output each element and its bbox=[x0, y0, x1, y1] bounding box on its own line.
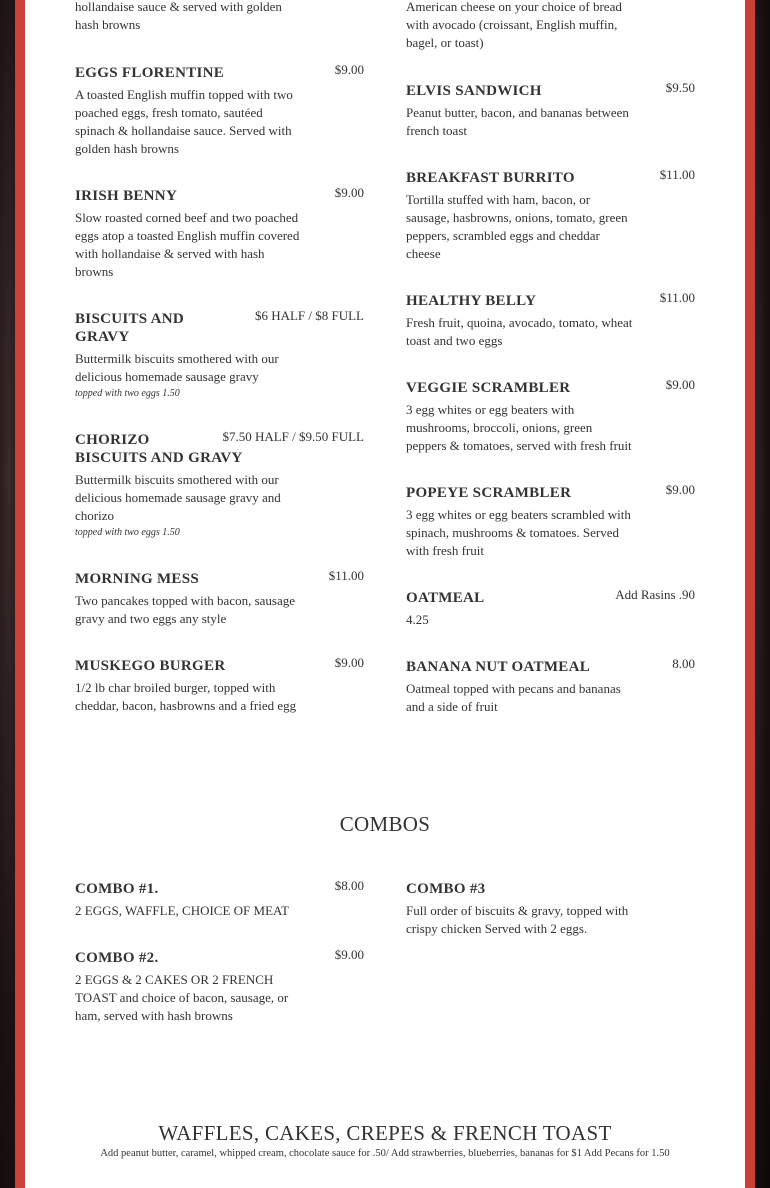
item-description bbox=[406, 611, 429, 629]
item-price: $11.00 bbox=[659, 290, 695, 305]
desc-line: crispy chicken Served with 2 eggs. bbox=[406, 921, 588, 936]
item-name: MORNING MESS bbox=[75, 571, 200, 587]
partial-desc-right bbox=[406, 0, 622, 52]
menu-item-breakfast-burrito bbox=[406, 169, 695, 269]
desc-line: sausage, hasbrowns, onions, tomato, green bbox=[406, 210, 628, 225]
item-description bbox=[75, 471, 281, 525]
desc-line: chorizo bbox=[75, 508, 114, 523]
item-price: $8.00 bbox=[334, 878, 364, 893]
desc-line: Buttermilk biscuits smothered with our bbox=[75, 472, 279, 487]
menu-item-veggie-scrambler bbox=[406, 379, 695, 459]
item-name: BREAKFAST BURRITO bbox=[406, 170, 575, 186]
item-description bbox=[75, 86, 293, 158]
item-price: $9.00 bbox=[334, 947, 364, 962]
item-description bbox=[406, 680, 621, 716]
item-price: 8.00 bbox=[672, 656, 695, 671]
item-price: $9.00 bbox=[334, 185, 364, 200]
item-description bbox=[406, 401, 632, 455]
item-name: HEALTHY BELLY bbox=[406, 293, 537, 309]
desc-line: poached eggs, fresh tomato, sautéed bbox=[75, 105, 263, 120]
item-price: $6 HALF / $8 FULL bbox=[254, 308, 364, 323]
item-price: $9.00 bbox=[334, 62, 364, 77]
item-description bbox=[406, 191, 628, 263]
desc-line: toast and two eggs bbox=[406, 333, 503, 348]
desc-line: delicious homemade sausage gravy bbox=[75, 369, 259, 384]
desc-line: mushrooms, broccoli, onions, green bbox=[406, 420, 593, 435]
desc-line: Oatmeal topped with pecans and bananas bbox=[406, 681, 621, 696]
item-description bbox=[406, 506, 631, 560]
desc-line: 2 EGGS & 2 CAKES OR 2 FRENCH bbox=[75, 972, 274, 987]
desc-line: bagel, or toast) bbox=[406, 35, 484, 50]
menu-item-chorizo-biscuits-and-gravy bbox=[75, 431, 364, 551]
desc-line: Tortilla stuffed with ham, bacon, or bbox=[406, 192, 591, 207]
section-note-waffles: Add peanut butter, caramel, whipped cream, chocolate sauce for .50/ Add strawberries, blueberries, bananas for $1 Add Pecans for 1.50 bbox=[100, 1148, 670, 1159]
name-line: BISCUITS AND bbox=[75, 311, 185, 327]
desc-line: ham, served with hash browns bbox=[75, 1008, 233, 1023]
desc-line: 1/2 lb char broiled burger, topped with bbox=[75, 680, 276, 695]
section-title-combos: COMBOS bbox=[339, 812, 431, 836]
item-name: COMBO #3 bbox=[406, 881, 486, 897]
desc-line: TOAST and choice of bacon, sausage, or bbox=[75, 990, 289, 1005]
desc-line: Slow roasted corned beef and two poached bbox=[75, 210, 299, 225]
item-name: COMBO #1. bbox=[75, 881, 159, 897]
item-price: $11.00 bbox=[328, 568, 364, 583]
desc-line: Fresh fruit, quoina, avocado, tomato, wheat bbox=[406, 315, 633, 330]
item-name: BANANA NUT OATMEAL bbox=[406, 659, 591, 675]
item-price: $11.00 bbox=[659, 167, 695, 182]
item-description bbox=[75, 679, 296, 715]
name-line: GRAVY bbox=[75, 329, 130, 345]
item-name: COMBO #2. bbox=[75, 950, 159, 966]
menu-item-irish-benny bbox=[75, 187, 364, 287]
menu-item-muskego-burger bbox=[75, 657, 364, 717]
desc-line: Two pancakes topped with bacon, sausage bbox=[75, 593, 296, 608]
section-title-waffles: WAFFLES, CAKES, CREPES & FRENCH TOAST bbox=[158, 1121, 612, 1145]
menu-item-combo-2 bbox=[75, 949, 364, 1029]
menu-item-healthy-belly bbox=[406, 292, 695, 352]
desc-line: hash browns bbox=[75, 17, 141, 32]
menu-item-banana-nut-oatmeal bbox=[406, 658, 695, 718]
item-description bbox=[75, 350, 279, 386]
item-description bbox=[406, 902, 628, 938]
menu-item-morning-mess bbox=[75, 570, 364, 630]
desc-line: American cheese on your choice of bread bbox=[406, 0, 622, 14]
item-description bbox=[406, 314, 632, 350]
desc-line: hollandaise sauce & served with golden bbox=[75, 0, 282, 14]
desc-line: gravy and two eggs any style bbox=[75, 611, 227, 626]
menu-item-combo-1 bbox=[75, 880, 364, 924]
item-description bbox=[75, 971, 288, 1025]
name-line: CHORIZO bbox=[75, 432, 150, 448]
item-name: OATMEAL bbox=[406, 590, 485, 606]
desc-line: with fresh fruit bbox=[406, 543, 484, 558]
name-line: BISCUITS AND GRAVY bbox=[75, 450, 243, 466]
item-name bbox=[75, 431, 243, 467]
desc-line: and a side of fruit bbox=[406, 699, 498, 714]
menu-item-elvis-sandwich bbox=[406, 82, 695, 142]
desc-line: cheddar, bacon, hasbrowns and a fried egg bbox=[75, 698, 297, 713]
desc-line: A toasted English muffin topped with two bbox=[75, 87, 293, 102]
item-description bbox=[75, 902, 289, 920]
partial-desc-left bbox=[75, 0, 282, 34]
desc-line: cheese bbox=[406, 246, 441, 261]
desc-line: peppers & tomatoes, served with fresh fruit bbox=[406, 438, 632, 453]
item-price: $9.50 bbox=[665, 80, 695, 95]
item-price: $9.00 bbox=[665, 482, 695, 497]
desc-line: french toast bbox=[406, 123, 468, 138]
desc-line: 2 EGGS, WAFFLE, CHOICE OF MEAT bbox=[75, 903, 289, 918]
item-name: VEGGIE SCRAMBLER bbox=[406, 380, 571, 396]
item-name: ELVIS SANDWICH bbox=[406, 83, 542, 99]
item-description bbox=[75, 209, 299, 281]
desc-line: spinach & hollandaise sauce. Served with bbox=[75, 123, 292, 138]
desc-line: 3 egg whites or egg beaters with bbox=[406, 402, 575, 417]
menu-item-popeye-scrambler bbox=[406, 484, 695, 564]
item-name: MUSKEGO BURGER bbox=[75, 658, 226, 674]
desc-line: peppers, scrambled eggs and cheddar bbox=[406, 228, 600, 243]
desc-line: delicious homemade sausage gravy and bbox=[75, 490, 281, 505]
item-price: Add Rasins .90 bbox=[615, 587, 695, 602]
desc-line: spinach, mushrooms & tomatoes. Served bbox=[406, 525, 620, 540]
desc-line: with hollandaise & served with hash bbox=[75, 246, 265, 261]
menu-item-combo-3 bbox=[406, 880, 695, 940]
item-price: $9.00 bbox=[334, 655, 364, 670]
item-price: $7.50 HALF / $9.50 FULL bbox=[222, 429, 364, 444]
menu-item-biscuits-and-gravy bbox=[75, 310, 364, 410]
item-name: EGGS FLORENTINE bbox=[75, 65, 225, 81]
item-note: topped with two eggs 1.50 bbox=[75, 388, 180, 399]
item-name: IRISH BENNY bbox=[75, 188, 178, 204]
desc-line: Buttermilk biscuits smothered with our bbox=[75, 351, 279, 366]
desc-line: 4.25 bbox=[406, 612, 429, 627]
menu-item-eggs-florentine bbox=[75, 64, 364, 164]
item-note: topped with two eggs 1.50 bbox=[75, 527, 180, 538]
desc-line: Full order of biscuits & gravy, topped with bbox=[406, 903, 629, 918]
desc-line: browns bbox=[75, 264, 114, 279]
item-description bbox=[406, 104, 629, 140]
item-name bbox=[75, 310, 184, 346]
item-name: POPEYE SCRAMBLER bbox=[406, 485, 572, 501]
desc-line: with avocado (croissant, English muffin, bbox=[406, 17, 618, 32]
desc-line: eggs atop a toasted English muffin covered bbox=[75, 228, 300, 243]
desc-line: golden hash browns bbox=[75, 141, 179, 156]
item-price: $9.00 bbox=[665, 377, 695, 392]
desc-line: Peanut butter, bacon, and bananas between bbox=[406, 105, 629, 120]
item-description bbox=[75, 592, 295, 628]
menu-item-oatmeal bbox=[406, 589, 695, 633]
desc-line: 3 egg whites or egg beaters scrambled with bbox=[406, 507, 631, 522]
